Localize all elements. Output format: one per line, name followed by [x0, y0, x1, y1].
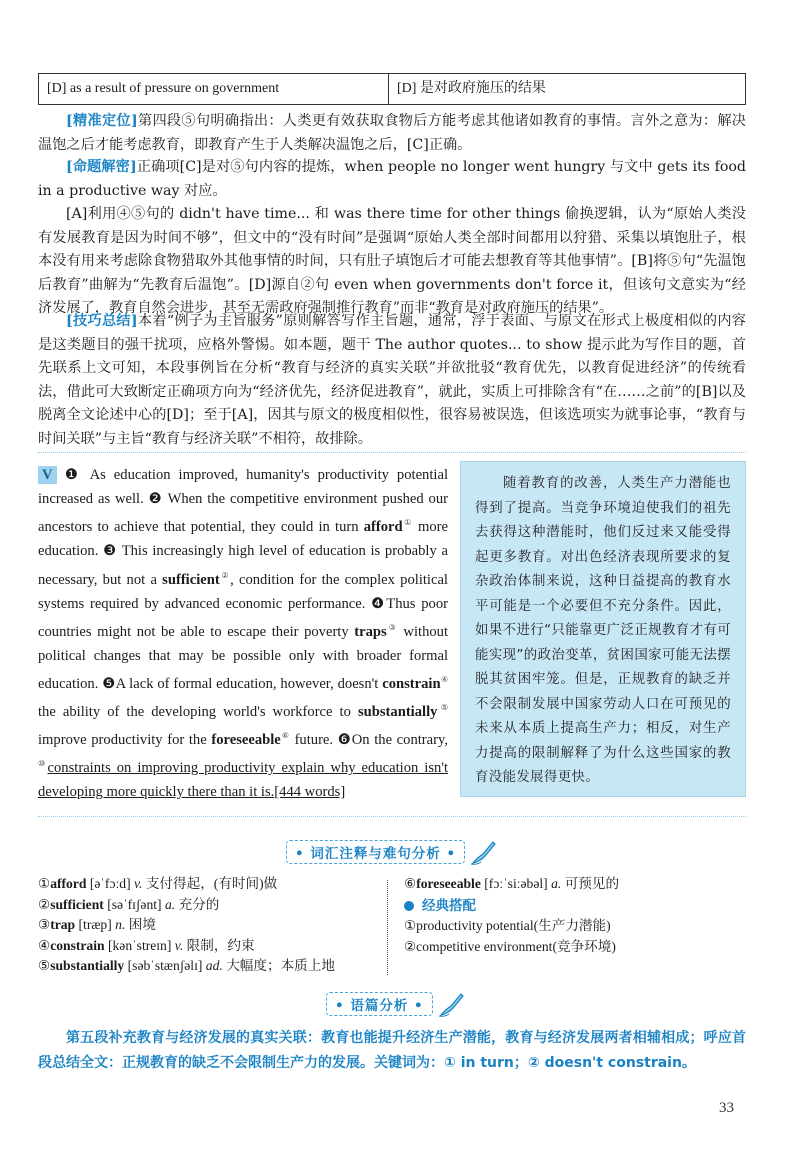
positioning-paragraph [38, 110, 746, 157]
footnote-4: ④ [440, 675, 448, 685]
collocation-item: ②competitive environment(竞争环境) [404, 938, 616, 954]
paragraph-v-tag: V [38, 466, 57, 484]
decoding-tag: [命题解密] [66, 159, 137, 175]
sentence-5-part-c: improve productivity for the [38, 732, 207, 749]
footnote-1: ① [402, 518, 413, 528]
sentence-6-part-a: On the contrary, [351, 732, 449, 749]
sentence-1-number: ❶ [60, 467, 83, 483]
footnote-2: ② [219, 570, 231, 580]
positioning-text: 第四段⑤句明确指出：人类更有效获取食物后方能考虑其他诸如教育的事情。言外之意为：解决温饱之后才能考虑教育，即教育产生于人类解决温饱之后，[C]正确。 [38, 113, 746, 153]
option-table [38, 73, 746, 105]
sentence-3-part-b: , condition for the complex political systems required by advanced economic performance. [38, 571, 448, 612]
sentence-3-part-a: This increasingly high level of education is probably a necessary, but not a [38, 543, 448, 588]
translation-box [460, 461, 746, 797]
footnote-3: ③ [386, 622, 398, 632]
vocab-section-heading [286, 838, 497, 866]
vocab-sufficient: sufficient [162, 571, 220, 588]
sentence-5-part-b: the ability of the developing world's workforce to [38, 704, 351, 721]
vocab-constrain: constrain [382, 676, 441, 693]
technique-text: 本着“例子为主旨服务”原则解答写作主旨题，通常，浮于表面、与原文在形式上极度相似的内容是这类题目的强干扰项，应格外警惕。如本题，题干 The author quotes... to show 提示此为写作目的题，首先联系上文可知，本段事例旨在分析“教育与经济的真实关联”并欲批驳“教育优先，以教育促进经济”的传统看法，借此可大致断定正确项方向为“经济优先，经济促进教育”，就此，实质上可排除含有“在……之前”的[B]以及脱离全文论述中心的[D]；至于[A]，因其与原文的极度相似性，很容易被误选，但该选项实为就事论事，“教育与时间关联”与主旨“教育与经济关联”不相符，故排除。 [38, 313, 746, 447]
sentence-3-number: ❸ [103, 543, 118, 560]
collocation-item: ①productivity potential(生产力潜能) [404, 918, 611, 934]
sentence-2-number: ❷ [148, 491, 163, 508]
analysis-section-title: • 语篇分析 • [326, 992, 433, 1016]
translation-text: 随着教育的改善，人类生产力潜能也得到了提高。当竞争环境迫使我们的祖先去获得这种潜能时，他们反过来又能受得起更多教育。对出色经济表现所要求的复杂政治体制来说，这种日益提高的教育水平可能是一个必要但不充分条件。因此，如果不进行“只能靠更广泛正规教育才有可能实现”的政治变革，贫困国家可能无法摆脱其贫困牢笼。但是，正规教育的缺乏并不会限制发展中国家劳动人口在可预见的未来从本质上提高生产力；相反，对生产力提高的限制解释了为什么这些国家的教育没能发展得更快。 [475, 476, 731, 785]
analysis-section-heading [326, 990, 465, 1018]
difficult-sentence-marker: ⑩ [38, 759, 48, 769]
vocab-item: ②sufficient [səˈfɪʃənt] a. 充分的 [38, 896, 220, 912]
sentence-2-part-a: When the competitive environment pushed our ancestors to achieve that potential, they could in turn [38, 491, 449, 536]
vocab-item: ③trap [træp] n. 困境 [38, 917, 156, 933]
positioning-tag: [精准定位] [66, 113, 138, 129]
sentence-2-part-b: more education. [38, 519, 448, 560]
vocab-item: ④constrain [kənˈstreɪn] v. 限制，约束 [38, 937, 255, 953]
sentence-5-part-a: A lack of formal education, however, doesn't [115, 676, 379, 693]
decoding-text: 正确项[C]是对⑤句内容的提炼，when people no longer went hungry 与文中 gets its food in a productive way 对应。 [38, 159, 746, 199]
vocab-traps: traps [354, 623, 387, 640]
vocab-substantially: substantially [357, 704, 438, 721]
vocab-item: ⑥foreseeable [fɔːˈsiːəbəl] a. 可预见的 [404, 876, 620, 891]
distractor-analysis-paragraph: [A]利用④⑤句的 didn't have time... 和 was there time for other things 偷换逻辑，认为“原始人类没有发展教育是因为时间不够”，但文中的“没有时间”是强调“原始人类全部时间都用以狩猎、采集以填饱肚子，根本没有用来考虑除食物猎取外其他事情的时间，只有肚子填饱后才可能去想教育等其他事情”。[B]将⑤句“先温饱后教育”曲解为“先教育后温饱”。[D]源自②句 even when governments don't force it，但该句文意实为“经济发展了，教育自然会进步，甚至无需政府强制推行教育”而非“教育是对政府施压的结果”。 [38, 206, 746, 316]
technique-paragraph [38, 310, 746, 451]
sentence-6-number: ❻ [337, 732, 352, 749]
difficult-sentence: constraints on improving productivity explain why education isn't developing more quickly there than it is. [38, 760, 448, 801]
passage-paragraph-v [38, 463, 448, 805]
bullet-dot-icon [404, 901, 414, 911]
sentence-4-part-a: Thus poor countries might not be able to escape their poverty [38, 595, 448, 640]
vocab-item: ⑤substantially [səbˈstænʃəlɪ] ad. 大幅度；本质上地 [38, 958, 335, 974]
collocation-heading: 经典搭配 [404, 896, 746, 917]
vocab-foreseeable: foreseeable [211, 732, 281, 749]
section-divider-middle [38, 816, 746, 817]
sentence-5-part-d: future. [294, 732, 334, 749]
column-divider [387, 880, 396, 975]
sentence-4-number: ❹ [371, 595, 387, 612]
decoding-paragraph [38, 156, 746, 203]
option-d-english: [D] as a result of pressure on government [39, 74, 389, 104]
section-divider-top [38, 452, 746, 453]
word-count: [444 words] [274, 784, 346, 801]
brush-icon [469, 838, 497, 866]
vocab-section-title: • 词汇注释与难句分析 • [286, 840, 465, 864]
page-number: 33 [719, 1100, 734, 1116]
vocab-list-right [404, 874, 746, 957]
brush-icon [437, 990, 465, 1018]
footnote-5: ⑤ [437, 703, 448, 713]
sentence-5-number: ❺ [102, 676, 116, 693]
discourse-analysis-text: 第五段补充教育与经济发展的真实关联：教育也能提升经济生产潜能，教育与经济发展两者相辅相成；呼应首段总结全文：正规教育的缺乏不会限制生产力的发展。关键词为：① in turn；② doesn't constrain。 [38, 1030, 746, 1071]
vocab-item: ①afford [əˈfɔːd] v. 支付得起，(有时间)做 [38, 876, 278, 891]
technique-tag: [技巧总结] [66, 313, 138, 329]
vocab-list-left [38, 874, 383, 977]
footnote-6: ⑥ [280, 731, 290, 741]
vocab-afford: afford [363, 519, 403, 536]
option-d-chinese: [D] 是对政府施压的结果 [397, 81, 546, 96]
sentence-4-part-b: without political changes that may be possible only with broader formal education. [38, 623, 449, 693]
sentence-1: As education improved, humanity's productivity potential increased as well. [38, 467, 448, 508]
